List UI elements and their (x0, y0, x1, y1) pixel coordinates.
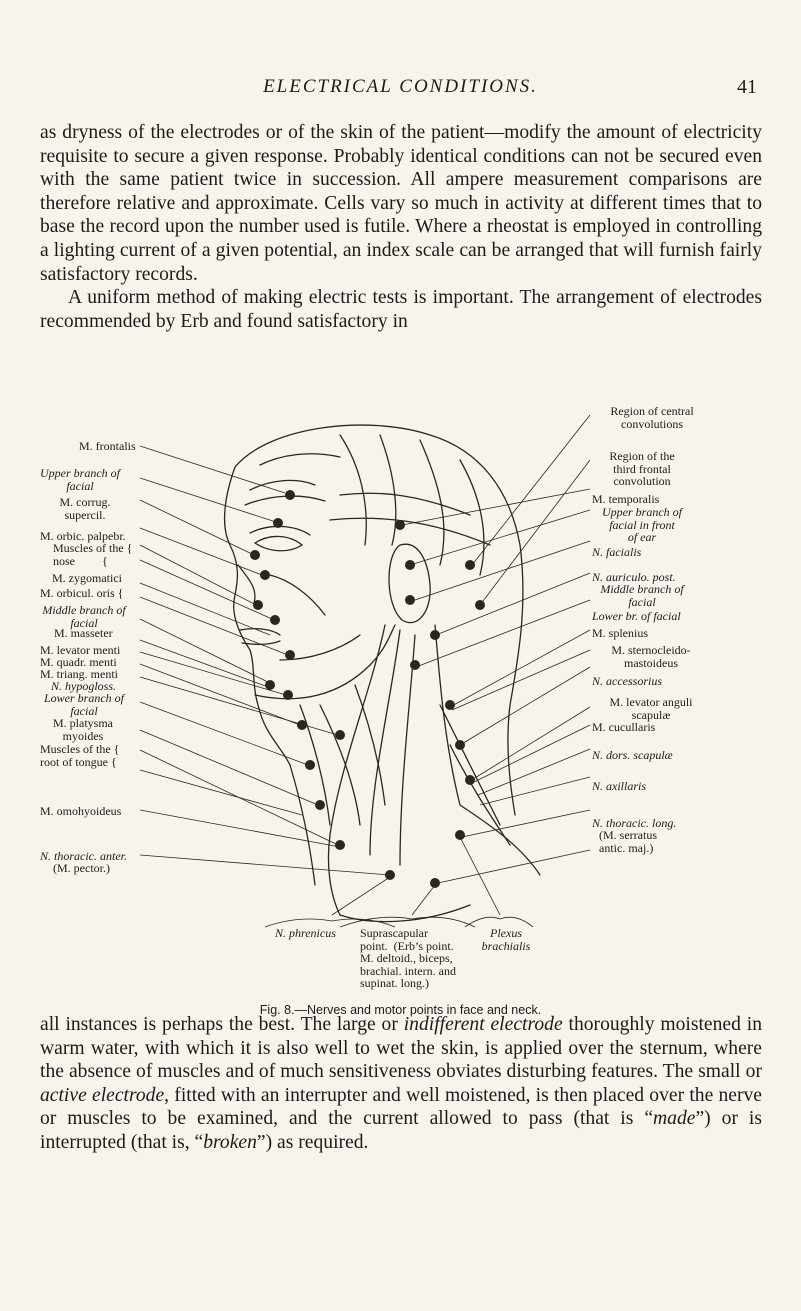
label-region-central-convolutions: Region of central convolutions (610, 404, 694, 431)
shoulder-line (460, 805, 540, 875)
ear-outline (389, 544, 430, 622)
jaw-outline (255, 625, 395, 699)
text-run: all instances is perhaps the best. The large or (40, 1014, 404, 1035)
label-upper-branch-facial: Upper branch of facial (40, 466, 120, 493)
label-middle-branch-facial-right: Middle branch of facial (600, 582, 684, 609)
text-run: ”) or is interrupted (that is, “ (40, 1108, 763, 1153)
figure-caption: Fig. 8.—Nerves and motor points in face and neck. (259, 1003, 542, 1017)
label-m-corrug-supercil: M. corrug. supercil. (59, 495, 111, 522)
label-m-zygomatici: M. zygomatici (52, 571, 122, 585)
text-run: thoroughly moistened in warm water, with which it is also well to wet the skin, is applied over the sternum, where the absence of muscles and of much sensitiveness obviates disturbing features. The small or (40, 1014, 762, 1083)
label-m-masseter: M. masseter (54, 626, 113, 640)
label-region-third-frontal: Region of the third frontal convolution (609, 449, 675, 488)
face-outline (225, 467, 290, 765)
eye-outline (255, 536, 302, 550)
label-m-frontalis: M. frontalis (79, 439, 136, 453)
label-n-dors-scapulae: N. dors. scapulæ (592, 748, 673, 762)
label-m-cucullaris: M. cucullaris (592, 720, 656, 734)
label-m-splenius: M. splenius (592, 626, 649, 640)
label-m-platysma-myoides: M. platysma myoides (53, 716, 113, 743)
label-m-omohyoideus: M. omohyoideus (40, 804, 122, 818)
label-lower-br-facial: Lower br. of facial (592, 609, 681, 623)
label-muscles-of-nose: Muscles of the { nose { (53, 541, 133, 568)
label-n-auriculo-post: N. auriculo. post. (592, 570, 676, 584)
label-middle-branch-facial: Middle branch of facial (42, 603, 126, 630)
label-n-axillaris: N. axillaris (592, 779, 647, 793)
text-run: , fitted with an interrupter and well moistened, is then placed over the nerve or muscles to be examined, and the current allowed to pass (that is “ (40, 1084, 762, 1130)
bottom-text-block (40, 1013, 762, 1155)
label-n-accessorius: N. accessorius (592, 674, 662, 688)
label-m-quadr-menti: M. quadr. menti (40, 655, 117, 669)
label-plexus-brachialis: Plexus brachialis (481, 926, 531, 953)
label-m-orbicul-oris: M. orbicul. oris { (40, 586, 124, 600)
paragraph-2: A uniform method of making electric tests is important. The arrangement of electrodes recommended by Erb and found satisfactory in (40, 287, 762, 332)
running-header (0, 76, 801, 106)
label-m-pector: (M. pector.) (53, 861, 110, 875)
sternocleidomastoid (328, 625, 385, 915)
label-upper-branch-facial-ear: Upper branch of facial in front of ear (602, 505, 682, 544)
page-number: 41 (737, 76, 757, 98)
top-text-block (40, 121, 762, 333)
label-m-levator-menti: M. levator menti (40, 643, 121, 657)
label-suprascapular-point: Suprascapular point. (Erb’s point. M. deltoid., biceps, brachial. intern. and supinat. long.) (360, 926, 456, 990)
text-run: ”) as required. (256, 1131, 369, 1153)
label-lower-branch-facial: Lower branch of facial (43, 691, 124, 718)
label-m-orbic-palpebr: M. orbic. palpebr. (40, 529, 126, 543)
figure-nerves-motor-points (40, 405, 762, 1025)
label-muscles-root-tongue: Muscles of the { root of tongue { (40, 742, 120, 769)
label-n-thoracic-long: N. thoracic. long. (592, 816, 677, 830)
italic-active-electrode: active electrode (40, 1084, 165, 1106)
paragraph-1: as dryness of the electrodes or of the skin of the patient—modify the amount of electricity requisite to secure a given response. Probably identical conditions can not be secured even with the same patient twice in succession. All ampere measurement comparisons are therefore relative and approximate. Cells vary so much in activity at different times that to base the record upon the number used is futile. Where a rheostat is employed in controlling a lighting current of a given potential, an index scale can be arranged that will furnish fairly satisfactory records. (40, 122, 762, 285)
leader-lines (140, 415, 590, 927)
label-m-sternocleidomastoideus: M. sternocleido- mastoideus (611, 643, 691, 670)
italic-made: made (653, 1108, 696, 1130)
italic-indifferent-electrode: indifferent electrode (403, 1014, 563, 1035)
label-m-serratus: (M. serratus antic. maj.) (599, 828, 657, 855)
label-m-temporalis: M. temporalis (592, 492, 660, 506)
label-m-triang-menti: M. triang. menti (40, 667, 118, 681)
label-n-thoracic-anter: N. thoracic. anter. (40, 849, 127, 863)
label-n-phrenicus: N. phrenicus (275, 926, 336, 940)
label-m-levator-anguli-scapulae: M. levator anguli scapulæ (609, 695, 693, 722)
label-n-hypogloss: N. hypogloss. (51, 679, 117, 693)
running-title: ELECTRICAL CONDITIONS. (263, 76, 538, 97)
italic-broken: broken (203, 1131, 257, 1153)
label-n-facialis: N. facialis (592, 545, 642, 559)
paragraph-3 (40, 1013, 762, 1155)
